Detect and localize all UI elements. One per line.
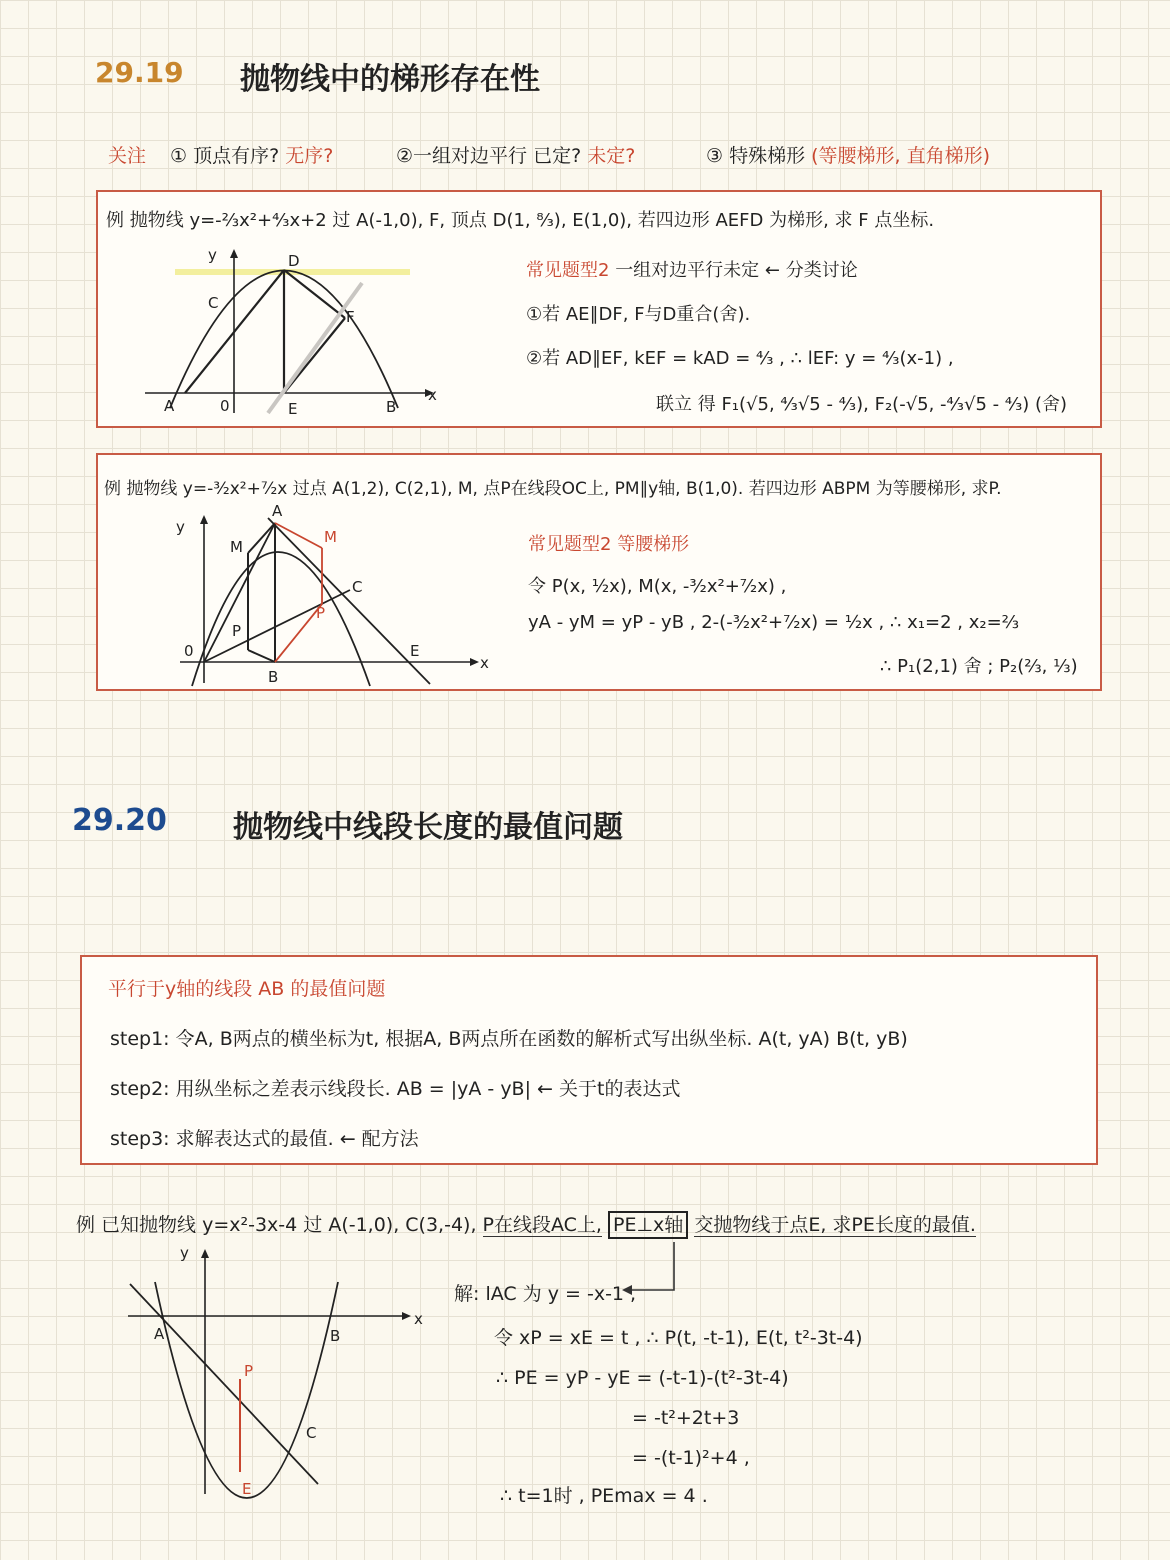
red-segment-BP [275, 604, 322, 662]
focus-item-1 [170, 141, 333, 168]
x-axis-arrow [470, 658, 479, 666]
focus-item-1-red: 无序? [285, 145, 334, 167]
example-2-question: 例 抛物线 y=-³⁄₂x²+⁷⁄₂x 过点 A(1,2), C(2,1), M, 点P在线段OC上, PM∥y轴, B(1,0). 若四边形 ABPM 为等腰梯形, 求P. [104, 479, 1002, 499]
example-1-type-label: 常见题型2 [526, 260, 610, 281]
line-AE [268, 518, 430, 684]
label-D: D [288, 252, 300, 270]
example-2-type [528, 530, 689, 556]
x-axis-arrow [402, 1312, 411, 1320]
example-2-line-2: yA - yM = yP - yB , 2-(-³⁄₂x²+⁷⁄₂x) = ½x , ∴ x₁=2 , x₂=⅔ [528, 612, 1020, 633]
section-number-29-19: 29.19 [95, 56, 184, 89]
method-step-3: step3: 求解表达式的最值. ← 配方法 [110, 1128, 419, 1150]
example-3-figure [120, 1244, 440, 1504]
focus-item-1-text: ① 顶点有序? [170, 145, 280, 167]
example-3-question-pre: 例 已知抛物线 y=x²-3x-4 过 A(-1,0), C(3,-4), [76, 1214, 477, 1236]
label-x: x [414, 1310, 423, 1328]
focus-item-2 [396, 141, 635, 168]
example-1-line-2: ②若 AD∥EF, kEF = kAD = ⁴⁄₃ , ∴ lEF: y = ⁴⁄₃(x-1) , [526, 348, 954, 369]
label-B: B [330, 1327, 341, 1345]
parabola [155, 1282, 341, 1498]
example-1-type [526, 256, 858, 282]
segment-PB [248, 650, 275, 662]
label-M: M [230, 538, 243, 556]
example-1-line-3: 联立 得 F₁(√5, ⁴⁄₃√5 - ⁴⁄₃), F₂(-√5, -⁴⁄₃√5 - ⁴⁄₃) (舍) [656, 394, 1068, 415]
label-C: C [208, 294, 219, 312]
section-number-29-20: 29.20 [72, 803, 167, 838]
label-P-red: P [316, 604, 326, 622]
section-title-29-20: 抛物线中线段长度的最值问题 [233, 810, 623, 845]
label-F: F [346, 308, 355, 326]
label-B: B [268, 668, 279, 686]
focus-item-3 [706, 141, 990, 168]
solution-line-4: = -t²+2t+3 [632, 1407, 740, 1429]
example-2-line-3: ∴ P₁(2,1) 舍 ; P₂(⅔, ⅓) [880, 656, 1078, 677]
label-x: x [428, 386, 437, 404]
label-C: C [352, 578, 363, 596]
focus-item-2-red: 未定? [587, 145, 636, 167]
label-A: A [154, 1325, 165, 1343]
segment-EF [284, 318, 345, 393]
label-y: y [180, 1244, 189, 1262]
red-segment-AM [275, 523, 322, 548]
example-1-question: 例 抛物线 y=-⅔x²+⁴⁄₃x+2 过 A(-1,0), F, 顶点 D(1, ⁸⁄₃), E(1,0), 若四边形 AEFD 为梯形, 求 F 点坐标. [106, 210, 935, 231]
label-A: A [164, 397, 175, 415]
solution-line-6: ∴ t=1时 , PEmax = 4 . [500, 1485, 708, 1507]
y-axis-arrow [230, 249, 238, 258]
example-2-type-label: 常见题型2 [528, 534, 612, 555]
label-P: P [232, 622, 242, 640]
label-C: C [306, 1424, 317, 1442]
parabola [192, 552, 370, 686]
label-M-red: M [324, 528, 337, 546]
example-2-type-text: 等腰梯形 [617, 534, 690, 555]
solution-line-3: ∴ PE = yP - yE = (-t-1)-(t²-3t-4) [496, 1367, 789, 1389]
focus-item-2-text: ②一组对边平行 已定? [396, 145, 582, 167]
focus-label: 关注 [108, 145, 147, 167]
method-step-1: step1: 令A, B两点的横坐标为t, 根据A, B两点所在函数的解析式写出纵坐标. A(t, yA) B(t, yB) [110, 1028, 908, 1050]
label-y: y [176, 518, 185, 536]
y-axis-arrow [201, 1249, 209, 1258]
label-x: x [480, 654, 489, 672]
label-B: B [386, 398, 397, 416]
solution-line-1: 解: lAC 为 y = -x-1 , [454, 1283, 637, 1305]
label-E: E [288, 400, 298, 418]
y-axis-arrow [200, 515, 208, 524]
label-E: E [410, 642, 420, 660]
label-E: E [242, 1480, 252, 1498]
label-y: y [208, 246, 217, 264]
segment-DF [284, 270, 345, 318]
example-1-type-text: 一组对边平行未定 ← 分类讨论 [615, 260, 858, 281]
example-1-figure [140, 248, 440, 423]
line-AC [130, 1284, 318, 1484]
focus-item-3-text: ③ 特殊梯形 [706, 145, 806, 167]
solution-line-5: = -(t-1)²+4 , [632, 1447, 750, 1469]
example-2-figure [170, 502, 500, 688]
example-2-line-1: 令 P(x, ½x), M(x, -³⁄₂x²+⁷⁄₂x) , [528, 576, 787, 597]
section-title-29-19: 抛物线中的梯形存在性 [240, 62, 540, 97]
example-3-question-underlined: P在线段AC上, [482, 1214, 602, 1236]
focus-item-3-red: (等腰梯形, 直角梯形) [811, 145, 991, 167]
method-step-2: step2: 用纵坐标之差表示线段长. AB = |yA - yB| ← 关于t的表达式 [110, 1078, 681, 1100]
example-3-question-boxed: PE⊥x轴 [608, 1211, 688, 1239]
example-1-line-1: ①若 AE∥DF, F与D重合(舍). [526, 304, 751, 325]
solution-line-2: 令 xP = xE = t , ∴ P(t, -t-1), E(t, t²-3t-4) [494, 1327, 863, 1349]
method-title: 平行于y轴的线段 AB 的最值问题 [108, 978, 386, 1000]
example-3-question [76, 1210, 976, 1237]
label-A: A [272, 502, 283, 520]
pointer-line [630, 1242, 674, 1290]
example-3-question-post: 交抛物线于点E, 求PE长度的最值. [694, 1214, 976, 1236]
label-O: 0 [220, 397, 230, 415]
label-P: P [244, 1362, 254, 1380]
label-O: 0 [184, 642, 194, 660]
